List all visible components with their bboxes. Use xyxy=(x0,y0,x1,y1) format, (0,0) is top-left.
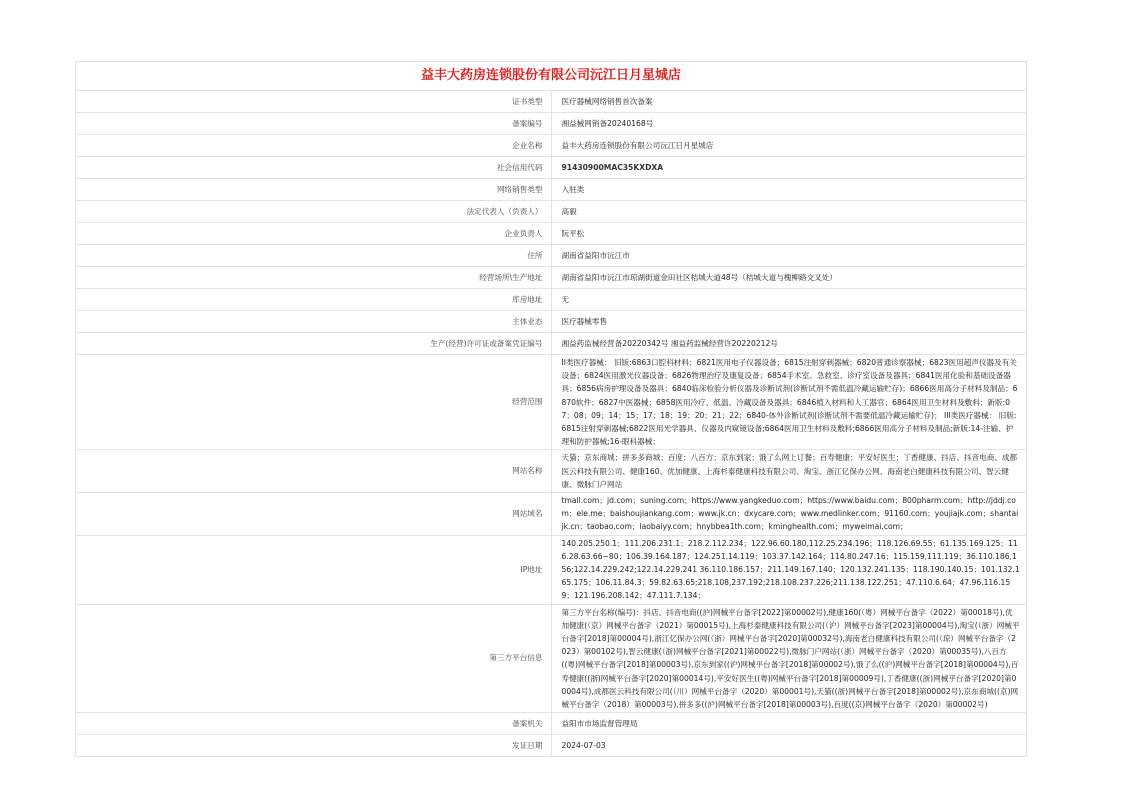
table-row xyxy=(76,267,1027,289)
row-value: 天猫；京东商城；拼多多商城；百度；八百方；京东到家；饿了么网上订餐；百寿健康；平安好医生；丁香健康、抖店、抖音电商、成都医云科技有限公司、健康160、优加健康、上海杉泰健康科技有限公司、淘宝、浙江亿保办公网、海南老白健康科技有限公司、智云健康、微脉门户网站 xyxy=(551,450,1027,493)
table-row xyxy=(76,493,1027,536)
row-label: 主体业态 xyxy=(76,311,552,333)
row-value: 湘益械网销备20240168号 xyxy=(551,113,1027,135)
row-value: 第三方平台名称(编号)：抖店、抖音电商((沪)网械平台备字[2022]第00002号),健康160(（粤）网械平台备字（2022）第00018号),优加健康(（京）网械平台备字（2021）第00015号),上海杉泰健康科技有限公司(（沪）网械平台备字[2023]第00004号),淘宝(（浙）网械平台备字[2018]第00004号),浙江亿保办公网(（浙）网械平台备字[2020]第00032号),海南老白健康科技有限公司(（琼）网械平台备字（2023）第00102号),智云健康(（浙)网械平台备字[2021]第00022号),微脉门户网站(（浙）网械平台备字（2020）第00035号),八百方((粤)网械平台备字[2018]第00003号),京东到家((沪)网械平台备字[2018]第00002号),饿了么((沪)网械平台备字[2018]第00004号),百寿健康((浙)网械平台备字[2020]第00014号),平安好医生((粤)网械平台备字[2018]第00009号),丁香健康((浙)网械平台备字[2020]第00004号),成都医云科技有限公司(（川）网械平台备字（2020）第00001号),天猫((浙)网械平台备字[2018]第00002号),京东商城((京)网械平台备字（2018）第00003号),拼多多((沪)网械平台备字[2018]第00003号),百度((京)网械平台备字（2020）第00002号) xyxy=(551,604,1027,713)
table-row xyxy=(76,201,1027,223)
row-label: 网站名称 xyxy=(76,450,552,493)
row-label: 经营范围 xyxy=(76,355,552,450)
table-row xyxy=(76,604,1027,713)
row-label: 备案机关 xyxy=(76,713,552,735)
row-value: 益丰大药房连锁股份有限公司沅江日月星城店 xyxy=(551,135,1027,157)
table-row xyxy=(76,311,1027,333)
table-row xyxy=(76,450,1027,493)
row-value: 湖南省益阳市沅江市 xyxy=(551,245,1027,267)
row-label: 社会信用代码 xyxy=(76,157,552,179)
row-value: tmall.com；jd.com；suning.com；https://www.yangkeduo.com；https://www.baidu.com；800pharm.com；http://jddj.com；ele.me；baishoujiankang.com；www.jk.cn；dxycare.com；www.medlinker.com；91160.com；youjiajk.com；shantaijk.cn；taobao.com；laobaiyy.com；hnybbea1th.com；kminghealth.com；myweimai.com； xyxy=(551,493,1027,536)
row-value: II类医疗器械： 旧版:6863口腔科材料；6821医用电子仪器设备；6815注射穿刺器械；6820普通诊察器械；6823医用超声仪器及有关设备；6824医用激光仪器设备；6826物理治疗及康复设备；6854手术室、急救室、诊疗室设备及器具；6841医用化验和基础设备器具；6856病房护理设备及器具；6840临床检验分析仪器及诊断试剂(诊断试剂不需低温冷藏运输贮存)；6866医用高分子材料及制品；6870软件；6827中医器械；6858医用冷疗、低温、冷藏设备及器具；6846植入材料和人工器官；6864医用卫生材料及敷料；新版:07；08；09；14；15；17；18；19；20；21；22；6840-体外诊断试剂(诊断试剂不需要低温冷藏运输贮存)； III类医疗器械： 旧版:6815注射穿刺器械;6822医用光学器具、仪器及内窥镜设备;6864医用卫生材料及敷料;6866医用高分子材料及制品;新版:14-注输、护理和防护器械;16-眼科器械； xyxy=(551,355,1027,450)
row-value: 入驻类 xyxy=(551,179,1027,201)
row-value: 91430900MAC35KXDXA xyxy=(551,157,1027,179)
page-title: 益丰大药房连锁股份有限公司沅江日月星城店 xyxy=(76,62,1027,91)
table-row xyxy=(76,91,1027,113)
row-label: 备案编号 xyxy=(76,113,552,135)
row-label: 经营场所\生产地址 xyxy=(76,267,552,289)
table-row xyxy=(76,355,1027,450)
table-row xyxy=(76,735,1027,757)
row-label: 网站域名 xyxy=(76,493,552,536)
row-label: 发证日期 xyxy=(76,735,552,757)
row-label: 证书类型 xyxy=(76,91,552,113)
certificate-table xyxy=(75,61,1027,757)
row-value: 高毅 xyxy=(551,201,1027,223)
table-row xyxy=(76,179,1027,201)
row-value: 140.205.250.1；111.206.231.1；218.2.112.234；122.96.60.180,112.25.234.196；118.126.69.55；61.135.169.125；116.28.63.66~80；106.39.164.187；124.251.14.119；103.37.142.164；114.80.247.16；115.159,111.119；36.110.186,156;122.14.229.242;122.14.229.241 36.110.186.157；211.149.167.140；120.132.241.135；118.190.140.15；101.132.165.175；106.11.84.3；59.82.63.65;218.108,237.192;218.108.237.226;211.138.122.251；47.110.6.64；47.96.116.159；121.196.208.142；47.111.7.134； xyxy=(551,535,1027,604)
row-value: 湖南省益阳市沅江市琼湖街道金田社区桔城大道48号（桔城大道与槐柳路交叉处） xyxy=(551,267,1027,289)
row-label: 住所 xyxy=(76,245,552,267)
table-row xyxy=(76,713,1027,735)
row-label: 库房地址 xyxy=(76,289,552,311)
title-row xyxy=(76,62,1027,91)
row-value: 医疗器械零售 xyxy=(551,311,1027,333)
row-label: 网络销售类型 xyxy=(76,179,552,201)
row-label: 第三方平台信息 xyxy=(76,604,552,713)
row-value: 益阳市市场监督管理局 xyxy=(551,713,1027,735)
row-label: 法定代表人（负责人） xyxy=(76,201,552,223)
row-value: 无 xyxy=(551,289,1027,311)
table-row xyxy=(76,333,1027,355)
table-row xyxy=(76,157,1027,179)
table-row xyxy=(76,245,1027,267)
table-row xyxy=(76,535,1027,604)
table-row xyxy=(76,135,1027,157)
row-label: 生产(经营)许可证或备案凭证编号 xyxy=(76,333,552,355)
row-value: 阮平松 xyxy=(551,223,1027,245)
row-value: 医疗器械网络销售首次备案 xyxy=(551,91,1027,113)
row-label: 企业负责人 xyxy=(76,223,552,245)
table-row xyxy=(76,289,1027,311)
row-value: 2024-07-03 xyxy=(551,735,1027,757)
table-row xyxy=(76,113,1027,135)
table-row xyxy=(76,223,1027,245)
row-label: 企业名称 xyxy=(76,135,552,157)
row-value: 湘益药监械经营备20220342号 湘益药监械经营许20220212号 xyxy=(551,333,1027,355)
row-label: IP地址 xyxy=(76,535,552,604)
